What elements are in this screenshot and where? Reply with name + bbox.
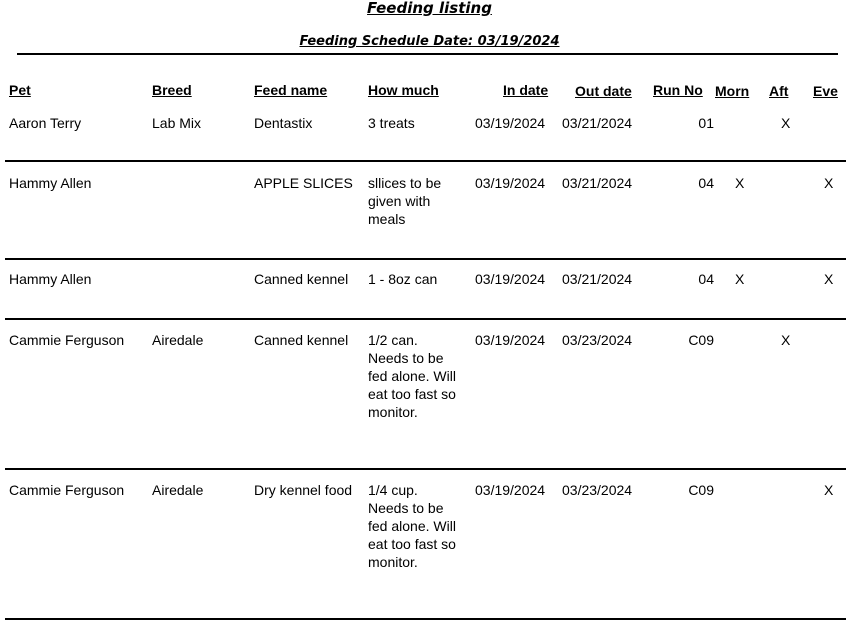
- how-much: sllices to be given with meals: [368, 175, 442, 227]
- col-header-how-much: How much: [368, 82, 439, 98]
- breed: Airedale: [152, 482, 204, 498]
- row-divider: [5, 618, 846, 620]
- aft-mark: X: [781, 332, 791, 348]
- col-header-aft: Aft: [769, 83, 789, 99]
- how-much: 1 - 8oz can: [368, 271, 438, 287]
- pet-name: Hammy Allen: [9, 271, 92, 287]
- pet-name: Aaron Terry: [9, 115, 82, 131]
- out-date: 03/21/2024: [562, 271, 633, 287]
- breed: Airedale: [152, 332, 204, 348]
- out-date: 03/21/2024: [562, 175, 633, 191]
- feed-name: APPLE SLICES: [254, 175, 353, 191]
- report-title: Feeding listing: [367, 0, 492, 17]
- eve-mark: X: [824, 175, 834, 191]
- feed-name: Dentastix: [254, 115, 313, 131]
- row-divider: [5, 468, 846, 470]
- run-no: 04: [698, 175, 714, 191]
- col-header-run-no: Run No: [653, 82, 703, 98]
- breed: Lab Mix: [152, 115, 202, 131]
- in-date: 03/19/2024: [475, 175, 546, 191]
- aft-mark: X: [781, 115, 791, 131]
- out-date: 03/23/2024: [562, 332, 633, 348]
- out-date: 03/21/2024: [562, 115, 633, 131]
- in-date: 03/19/2024: [475, 271, 546, 287]
- eve-mark: X: [824, 271, 834, 287]
- feed-name: Dry kennel food: [254, 482, 353, 498]
- col-header-in-date: In date: [503, 82, 549, 98]
- col-header-morn: Morn: [715, 83, 750, 99]
- pet-name: Cammie Ferguson: [9, 332, 125, 348]
- how-much: 1/4 cup. Needs to be fed alone. Will eat too fast so monitor.: [368, 482, 456, 570]
- col-header-pet: Pet: [9, 82, 31, 98]
- col-header-feed-name: Feed name: [254, 82, 328, 98]
- header-divider: [17, 53, 838, 55]
- out-date: 03/23/2024: [562, 482, 633, 498]
- feed-name: Canned kennel: [254, 271, 349, 287]
- col-header-breed: Breed: [152, 82, 192, 98]
- eve-mark: X: [824, 482, 834, 498]
- in-date: 03/19/2024: [475, 482, 546, 498]
- run-no: 01: [698, 115, 714, 131]
- how-much: 3 treats: [368, 115, 415, 131]
- col-header-eve: Eve: [813, 83, 838, 99]
- schedule-date-subtitle: Feeding Schedule Date: 03/19/2024: [299, 34, 560, 49]
- feed-name: Canned kennel: [254, 332, 349, 348]
- morn-mark: X: [735, 271, 745, 287]
- row-divider: [5, 160, 846, 162]
- run-no: C09: [688, 332, 714, 348]
- row-divider: [5, 258, 846, 260]
- col-header-out-date: Out date: [575, 83, 632, 99]
- pet-name: Hammy Allen: [9, 175, 92, 191]
- how-much: 1/2 can. Needs to be fed alone. Will eat too fast so monitor.: [368, 332, 456, 420]
- run-no: C09: [688, 482, 714, 498]
- row-divider: [5, 318, 846, 320]
- in-date: 03/19/2024: [475, 115, 546, 131]
- in-date: 03/19/2024: [475, 332, 546, 348]
- pet-name: Cammie Ferguson: [9, 482, 125, 498]
- run-no: 04: [698, 271, 714, 287]
- morn-mark: X: [735, 175, 745, 191]
